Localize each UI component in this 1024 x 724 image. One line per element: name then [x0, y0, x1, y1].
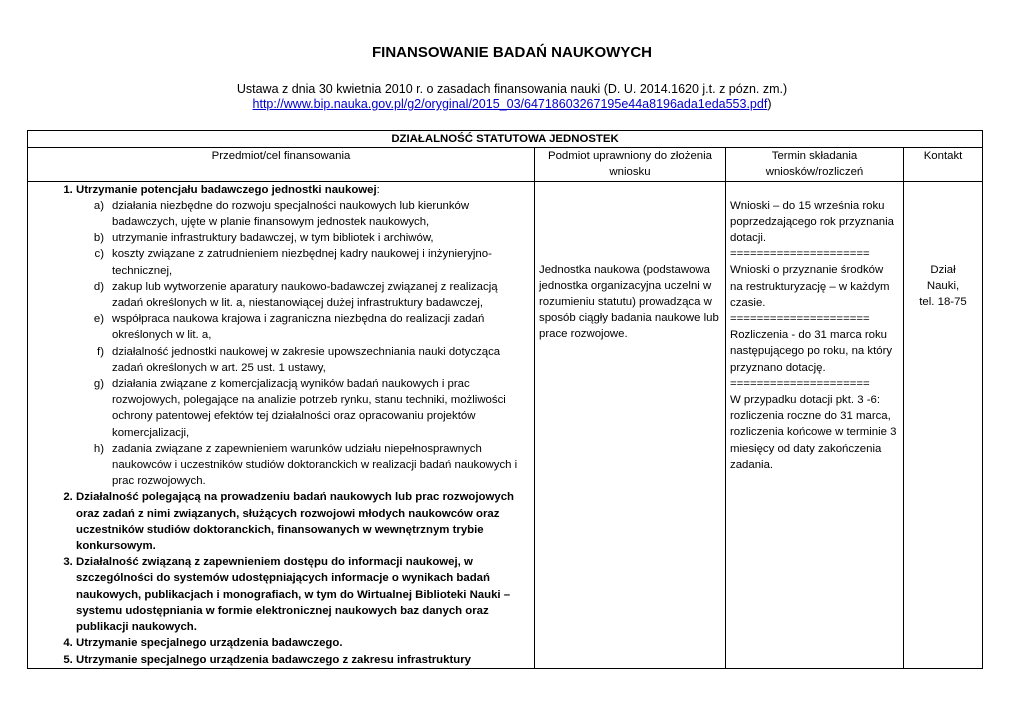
contact-line: Dział — [930, 263, 956, 276]
subject-item — [76, 635, 530, 651]
subject-item — [76, 489, 530, 554]
document-subtitle — [0, 82, 1024, 112]
subject-subitem: d. zakup lub wytworzenie aparatury naukowo-badawczej związanej z realizacją zadań określonych w lit. a, niestanowiącej dużej infrastruktury badawczej, — [104, 279, 530, 311]
subject-item-label: Działalność związaną z zapewnieniem dostępu do informacji naukowej, w szczególności do systemów udostępniających informacje o wynikach badań naukowych, publikacjach i monografiach, w tym do Wirtualnej Biblioteki Nauki – systemu udostępniania w formie elektronicznej naukowych baz danych oraz publikacji naukowych. — [76, 556, 511, 634]
deadline-separator: ===================== — [730, 313, 870, 326]
subject-cell — [28, 181, 535, 668]
contact-line: Nauki, — [926, 279, 960, 292]
subject-subitem: b. utrzymanie infrastruktury badawczej, w tym bibliotek i archiwów, — [104, 230, 530, 246]
deadline-entry: Wnioski o przyznanie środków na restrukturyzację – w każdym czasie. — [730, 264, 890, 309]
contact-cell — [904, 181, 983, 668]
contact-line: tel. 18-75 — [919, 296, 967, 309]
subject-subitem: f. działalność jednostki naukowej w zakresie upowszechniania nauki dotycząca zadań określonych w art. 25 ust. 1 ustawy, — [104, 344, 530, 376]
deadline-separator: ===================== — [730, 248, 870, 261]
header-subject: Przedmiot/cel finansowania — [28, 148, 535, 181]
source-link-line — [0, 97, 1024, 112]
subject-list — [32, 182, 530, 668]
subject-subitem: c. koszty związane z zatrudnieniem niezbędnej kadry naukowej i inżynieryjno-technicznej, — [104, 246, 530, 278]
subject-item-label: Działalność polegającą na prowadzeniu badań naukowych lub prac rozwojowych oraz zadań z nimi związanych, służących rozwojowi młodych naukowców oraz uczestników studiów doktoranckich, finansowanych w wewnętrznym trybie konkursowym. — [76, 491, 515, 553]
deadline-cell — [726, 181, 904, 668]
deadline-entry: W przypadku dotacji pkt. 3 -6: rozliczenia roczne do 31 marca, rozliczenia końcowe w terminie 3 miesięcy od daty zakończenia zadania. — [730, 394, 897, 471]
subject-item-label: Utrzymanie specjalnego urządzenia badawczego. — [76, 637, 343, 650]
document-title: FINANSOWANIE BADAŃ NAUKOWYCH — [372, 44, 652, 61]
subject-item — [76, 554, 530, 635]
header-entitled: Podmiot uprawniony do złożenia wniosku — [535, 148, 726, 181]
subject-sublist — [76, 198, 530, 490]
source-link[interactable]: http://www.bip.nauka.gov.pl/g2/oryginal/2015_03/64718603267195e44a8196ada1eda553.pdf — [252, 97, 768, 111]
header-deadline: Termin składania wniosków/rozliczeń — [726, 148, 904, 181]
subject-subitem: h. zadania związane z zapewnieniem warunków udziału niepełnosprawnych naukowców i uczestników studiów doktoranckich w realizacji badań naukowych i prac rozwojowych. — [104, 441, 530, 490]
link-suffix: ) — [767, 97, 772, 111]
subject-subitem: a. działania niezbędne do rozwoju specjalności naukowych lub kierunków badawczych, ujęte w planie finansowym jednostek naukowych, — [104, 198, 530, 230]
subject-item-label: Utrzymanie specjalnego urządzenia badawczego z zakresu infrastruktury — [76, 653, 471, 666]
deadline-entry: Rozliczenia - do 31 marca roku następującego po roku, na który przyznano dotację. — [730, 329, 893, 374]
header-contact: Kontakt — [904, 148, 983, 181]
financing-table — [27, 130, 983, 669]
subject-item — [76, 182, 530, 490]
section-title: DZIAŁALNOŚĆ STATUTOWA JEDNOSTEK — [28, 131, 983, 148]
subject-subitem: g. działania związane z komercjalizacją wyników badań naukowych i prac rozwojowych, polegające na analizie potrzeb rynku, stanu techniki, możliwości ochrony patentowej efektów tej działalności oraz opracowaniu projektów komercjalizacji, — [104, 376, 530, 441]
header-row — [28, 148, 983, 181]
entitled-cell: Jednostka naukowa (podstawowa jednostka organizacyjna uczelni w rozumieniu statutu) prowadząca w sposób ciągły badania naukowe lub prace rozwojowe. — [535, 181, 726, 668]
subject-subitem: e. współpraca naukowa krajowa i zagraniczna niezbędna do realizacji zadań określonych w lit. a, — [104, 311, 530, 343]
subject-item — [76, 652, 530, 668]
content-row — [28, 181, 983, 668]
section-row — [28, 131, 983, 148]
subject-item-suffix: : — [376, 183, 380, 196]
act-reference: Ustawa z dnia 30 kwietnia 2010 r. o zasadach finansowania nauki (D. U. 2014.1620 j.t. z pózn. zm.) — [236, 82, 788, 96]
subject-item-label: Utrzymanie potencjału badawczego jednostki naukowej — [76, 183, 377, 196]
deadline-separator: ===================== — [730, 377, 870, 390]
deadline-entry: Wnioski – do 15 września roku poprzedzającego rok przyznania dotacji. — [730, 199, 894, 245]
